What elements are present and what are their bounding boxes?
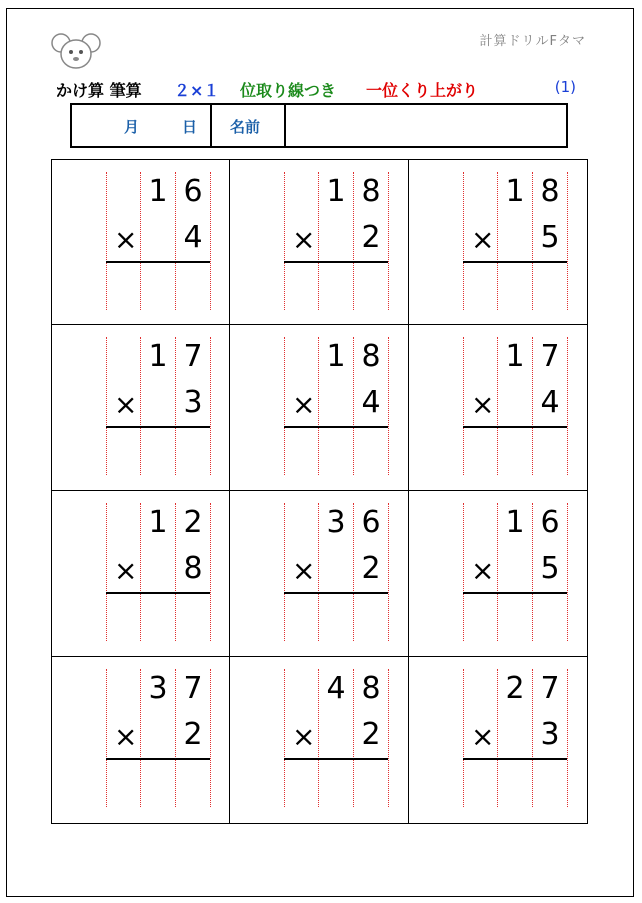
name-field[interactable] xyxy=(286,105,566,146)
problem-cell[interactable] xyxy=(409,491,587,657)
place-value-guide-line xyxy=(567,337,568,475)
multiplicand-ones-digit: 7 xyxy=(540,671,560,706)
answer-line xyxy=(284,261,388,263)
answer-line xyxy=(106,426,210,428)
answer-line xyxy=(463,426,567,428)
multiplier-digit: 4 xyxy=(540,385,560,420)
multiplicand-ones-digit: 8 xyxy=(361,174,381,209)
multiply-sign: × xyxy=(471,554,495,587)
place-value-guide-line xyxy=(106,172,107,310)
multiplicand-tens-digit: 3 xyxy=(148,671,168,706)
brand-label: 計算ドリルFタマ xyxy=(479,34,586,49)
multiplicand-tens-digit: 1 xyxy=(148,505,168,540)
multiply-sign: × xyxy=(114,720,138,753)
multiplier-digit: 4 xyxy=(183,220,203,255)
place-value-guide-line xyxy=(210,172,211,310)
answer-line xyxy=(106,758,210,760)
place-value-guide-line xyxy=(284,172,285,310)
multiplier-digit: 2 xyxy=(361,220,381,255)
name-date-box xyxy=(70,103,568,148)
multiplier-digit: 5 xyxy=(540,551,560,586)
name-label-cell xyxy=(212,105,286,146)
multiply-sign: × xyxy=(471,223,495,256)
answer-line xyxy=(106,261,210,263)
multiplier-digit: 3 xyxy=(183,385,203,420)
answer-line xyxy=(106,592,210,594)
mouse-logo-icon xyxy=(50,31,102,71)
multiplicand-tens-digit: 1 xyxy=(505,505,525,540)
problem-cell[interactable] xyxy=(409,657,587,823)
title-type: ２×１ xyxy=(174,81,220,100)
problem-cell[interactable] xyxy=(52,491,230,657)
answer-line xyxy=(463,758,567,760)
place-value-guide-line xyxy=(463,337,464,475)
multiplicand-tens-digit: 1 xyxy=(505,174,525,209)
problem-grid xyxy=(51,159,588,824)
problem-cell[interactable] xyxy=(230,491,409,657)
answer-line xyxy=(463,261,567,263)
multiplicand-ones-digit: 6 xyxy=(540,505,560,540)
multiply-sign: × xyxy=(114,554,138,587)
multiplier-digit: 2 xyxy=(361,551,381,586)
place-value-guide-line xyxy=(388,669,389,807)
multiplier-digit: 3 xyxy=(540,717,560,752)
month-label: 月 xyxy=(124,118,140,136)
problem-cell[interactable] xyxy=(52,657,230,823)
multiplier-digit: 2 xyxy=(183,717,203,752)
title-guide: 位取り線つき xyxy=(240,81,337,100)
multiply-sign: × xyxy=(292,388,316,421)
multiplier-digit: 8 xyxy=(183,551,203,586)
place-value-guide-line xyxy=(388,503,389,641)
place-value-guide-line xyxy=(284,337,285,475)
multiplicand-ones-digit: 7 xyxy=(540,339,560,374)
multiplicand-tens-digit: 1 xyxy=(326,339,346,374)
problem-cell[interactable] xyxy=(230,160,409,325)
title-topic: かけ算 筆算 xyxy=(56,81,142,100)
problem-cell[interactable] xyxy=(230,657,409,823)
worksheet-title xyxy=(56,78,576,100)
multiplicand-tens-digit: 1 xyxy=(148,339,168,374)
multiplicand-tens-digit: 4 xyxy=(326,671,346,706)
place-value-guide-line xyxy=(210,669,211,807)
place-value-guide-line xyxy=(106,669,107,807)
place-value-guide-line xyxy=(388,337,389,475)
multiplicand-ones-digit: 8 xyxy=(361,339,381,374)
day-label: 日 xyxy=(182,118,198,136)
place-value-guide-line xyxy=(106,337,107,475)
multiplicand-ones-digit: 8 xyxy=(540,174,560,209)
problem-cell[interactable] xyxy=(230,325,409,491)
multiplicand-tens-digit: 2 xyxy=(505,671,525,706)
multiplier-digit: 2 xyxy=(361,717,381,752)
answer-line xyxy=(284,758,388,760)
name-label: 名前 xyxy=(230,118,261,136)
place-value-guide-line xyxy=(284,503,285,641)
multiply-sign: × xyxy=(114,223,138,256)
multiplicand-ones-digit: 7 xyxy=(183,339,203,374)
multiply-sign: × xyxy=(114,388,138,421)
problem-cell[interactable] xyxy=(409,325,587,491)
multiplicand-tens-digit: 1 xyxy=(326,174,346,209)
multiply-sign: × xyxy=(471,720,495,753)
multiplicand-ones-digit: 7 xyxy=(183,671,203,706)
multiplicand-tens-digit: 3 xyxy=(326,505,346,540)
multiply-sign: × xyxy=(292,720,316,753)
multiplicand-ones-digit: 8 xyxy=(361,671,381,706)
title-carry: 一位くり上がり xyxy=(366,81,479,100)
multiply-sign: × xyxy=(471,388,495,421)
multiplicand-tens-digit: 1 xyxy=(148,174,168,209)
answer-line xyxy=(463,592,567,594)
place-value-guide-line xyxy=(463,669,464,807)
answer-line xyxy=(284,426,388,428)
multiplicand-tens-digit: 1 xyxy=(505,339,525,374)
multiplicand-ones-digit: 2 xyxy=(183,505,203,540)
place-value-guide-line xyxy=(210,503,211,641)
answer-line xyxy=(284,592,388,594)
place-value-guide-line xyxy=(567,669,568,807)
problem-cell[interactable] xyxy=(52,325,230,491)
place-value-guide-line xyxy=(284,669,285,807)
place-value-guide-line xyxy=(463,503,464,641)
place-value-guide-line xyxy=(567,172,568,310)
place-value-guide-line xyxy=(106,503,107,641)
place-value-guide-line xyxy=(463,172,464,310)
date-field[interactable] xyxy=(72,105,212,146)
place-value-guide-line xyxy=(388,172,389,310)
multiplier-digit: 4 xyxy=(361,385,381,420)
multiplicand-ones-digit: 6 xyxy=(361,505,381,540)
multiplier-digit: 5 xyxy=(540,220,560,255)
place-value-guide-line xyxy=(567,503,568,641)
problem-cell[interactable] xyxy=(52,160,230,325)
sheet-number: (1) xyxy=(554,78,576,96)
place-value-guide-line xyxy=(210,337,211,475)
problem-cell[interactable] xyxy=(409,160,587,325)
multiplicand-ones-digit: 6 xyxy=(183,174,203,209)
multiply-sign: × xyxy=(292,554,316,587)
multiply-sign: × xyxy=(292,223,316,256)
